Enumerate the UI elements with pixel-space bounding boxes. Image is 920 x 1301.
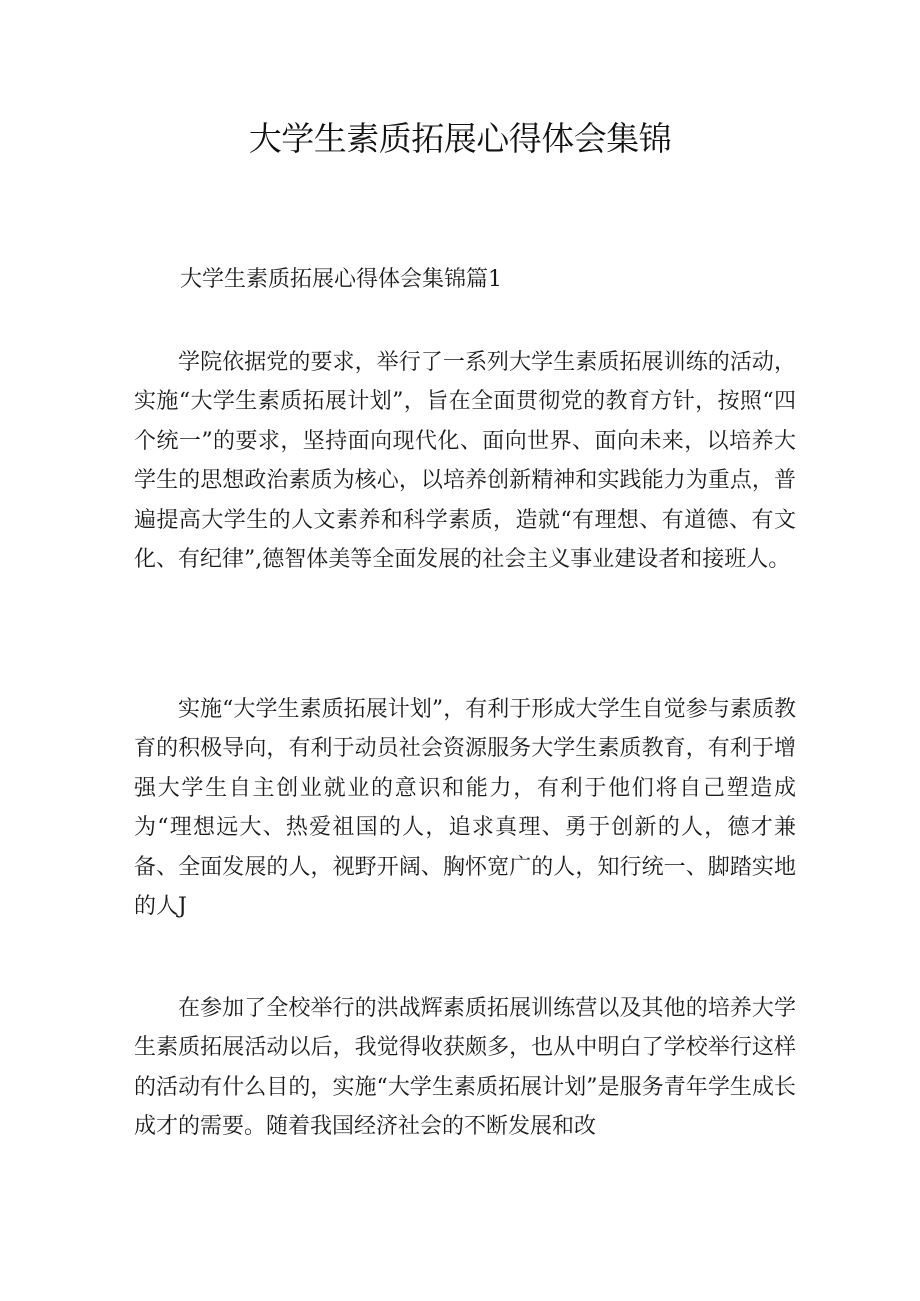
- section-heading: 大学生素质拓展心得体会集锦篇1: [180, 267, 502, 292]
- paragraph-2: 实施“大学生素质拓展计划”，有利于形成大学生自觉参与素质教育的积极导向，有利于动员社会资源服务大学生素质教育，有利于增强大学生自主创业就业的意识和能力，有利于他们将自己塑造成为“理想远大、热爱祖国的人，追求真理、勇于创新的人，德才兼备、全面发展的人，视野开阔、胸怀宽广的人，知行统一、脚踏实地的人J: [134, 697, 796, 920]
- paragraph-1: 学院依据党的要求，举行了一系列大学生素质拓展训练的活动，实施“大学生素质拓展计划”，旨在全面贯彻党的教育方针，按照“四个统一”的要求，坚持面向现代化、面向世界、面向未来，以培养大学生的思想政治素质为核心，以培养创新精神和实践能力为重点，普遍提高大学生的人文素养和科学素质，造就“有理想、有道德、有文化、有纪律”,德智体美等全面发展的社会主义事业建设者和接班人。: [134, 350, 796, 573]
- document-title: 大学生素质拓展心得体会集锦: [248, 119, 672, 158]
- paragraph-3: 在参加了全校举行的洪战辉素质拓展训练营以及其他的培养大学生素质拓展活动以后，我觉得收获颇多，也从中明白了学校举行这样的活动有什么目的，实施“大学生素质拓展计划”是服务青年学生成长成才的需要。随着我国经济社会的不断发展和改: [134, 996, 796, 1140]
